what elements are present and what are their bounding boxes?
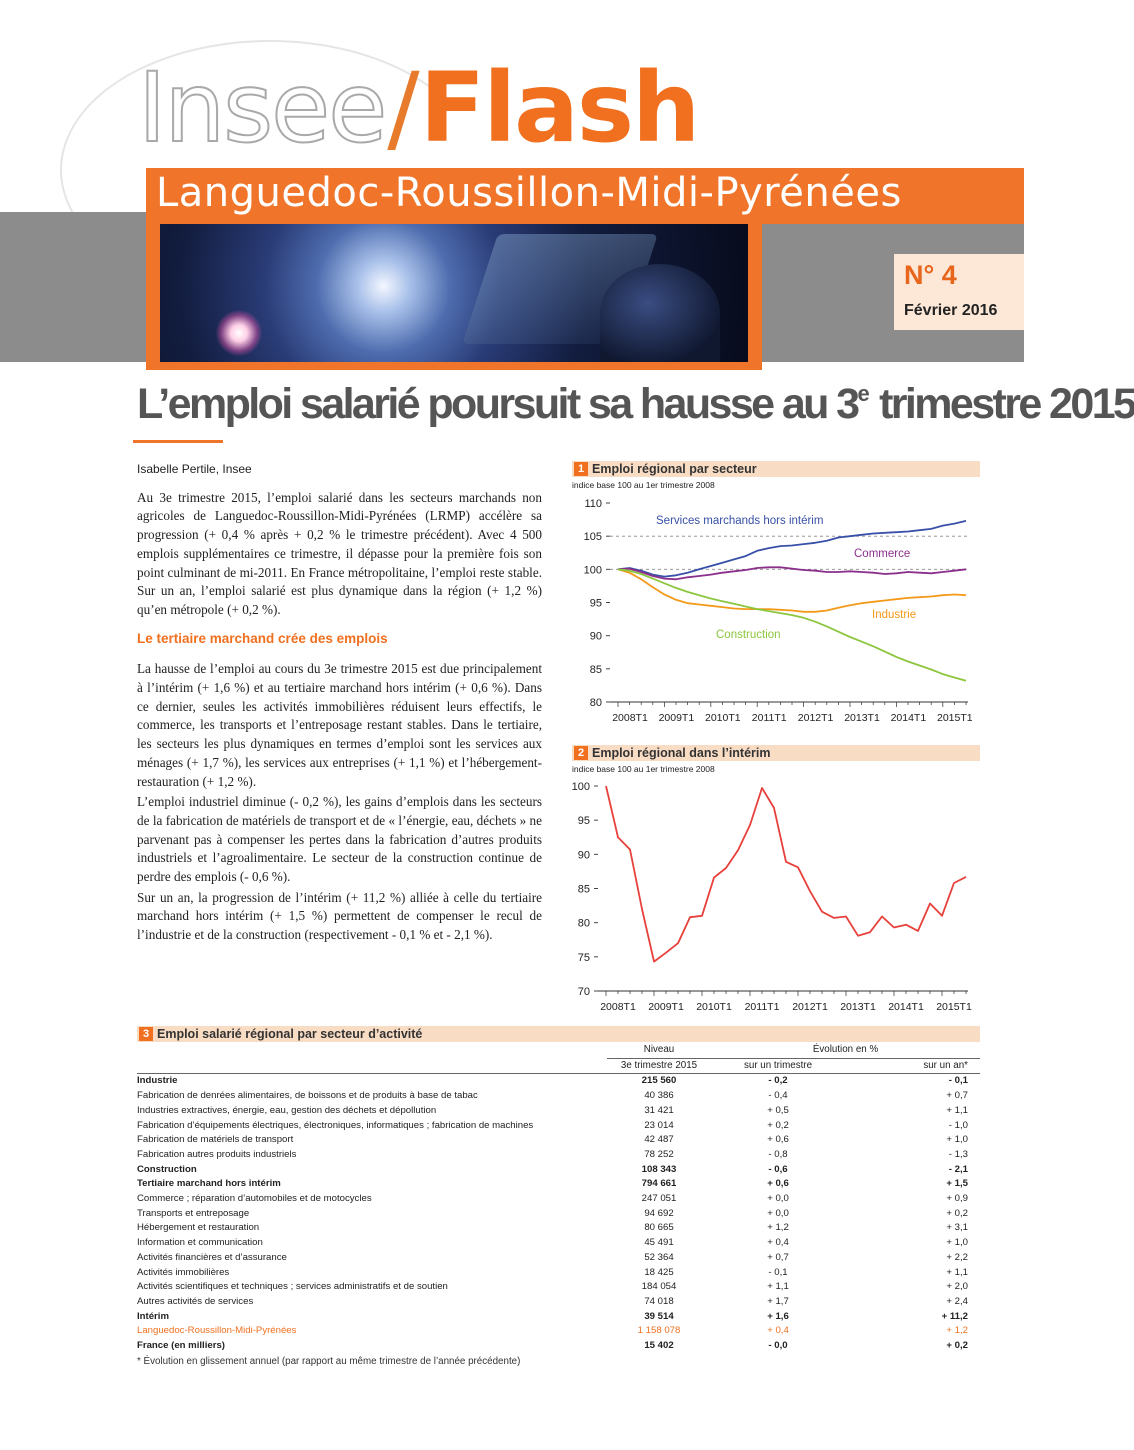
table-row bbox=[137, 1192, 980, 1207]
table-row bbox=[137, 1207, 980, 1222]
table-header-row-1 bbox=[137, 1043, 980, 1058]
row-trimestre: + 1,2 bbox=[767, 1222, 789, 1234]
row-label: France (en milliers) bbox=[137, 1340, 225, 1352]
issue-date: Février 2016 bbox=[904, 302, 998, 319]
paragraph-industrie: L’emploi industriel diminue (- 0,2 %), les gains d’emplois dans les secteurs de la fabrication de matériels de transport et de « l’énergie, eau, déchets » ne parvenant pas à compenser les pertes dans la fabrication d’autres produits industriels et l’agroalimentaire. Le secteur de la construction continue de perdre des emplois (- 0,6 %). bbox=[137, 794, 542, 885]
sector-table bbox=[137, 1043, 980, 1354]
x-tick-label: 2014T1 bbox=[888, 1001, 924, 1013]
figure2-number: 2 bbox=[574, 746, 588, 760]
row-trimestre: - 0,0 bbox=[768, 1340, 788, 1352]
row-label: Construction bbox=[137, 1163, 197, 1175]
table-footnote: * Évolution en glissement annuel (par rapport au même trimestre de l’année précédente) bbox=[137, 1356, 521, 1367]
row-trimestre: + 1,7 bbox=[767, 1295, 789, 1307]
y-tick-label: 70 bbox=[577, 986, 590, 998]
row-niveau: 74 018 bbox=[644, 1295, 674, 1307]
series-label: Commerce bbox=[854, 548, 911, 560]
table-row bbox=[137, 1266, 980, 1281]
row-niveau: 42 487 bbox=[644, 1134, 674, 1146]
row-trimestre: + 0,6 bbox=[767, 1178, 789, 1190]
row-niveau: 94 692 bbox=[644, 1207, 674, 1219]
row-trimestre: - 0,8 bbox=[768, 1148, 788, 1160]
table-row bbox=[137, 1148, 980, 1163]
paragraph-tertiaire: La hausse de l’emploi au cours du 3e trimestre 2015 est due principalement à l’intérim (+ 1,6 %) et au tertiaire marchand hors intérim (+ 0,6 %). Dans ce dernier, seules les activités immobilières réduisent leurs effectifs, le commerce, les transports et l’entreposage restant stables. Dans le tertiaire, les secteurs les plus dynamiques en termes d’emploi sont les services aux ménages (+ 1,7 %), les services aux entreprises (+ 1,1 %) et l’hébergement-restauration (+ 1,2 %). bbox=[137, 661, 542, 789]
header-niveau: Niveau bbox=[643, 1044, 675, 1055]
y-tick-label: 90 bbox=[577, 849, 590, 862]
row-trimestre: + 0,4 bbox=[767, 1325, 789, 1337]
title-superscript: e bbox=[857, 380, 870, 406]
row-trimestre: + 1,1 bbox=[767, 1281, 789, 1293]
x-tick-label: 2013T1 bbox=[840, 1001, 876, 1013]
row-label: Activités scientifiques et techniques ; services administratifs et de soutien bbox=[137, 1281, 448, 1293]
paragraph-intro: Au 3e trimestre 2015, l’emploi salarié dans les secteurs marchands non agricoles de Languedoc-Roussillon-Midi-Pyrénées (LRMP) accélère sa progression (+ 0,4 % après + 0,2 % le trimestre précédent). Avec 4 500 emplois supplémentaires ce trimestre, il dépasse pour la première fois son point culminant de mi-2011. En France métropolitaine, l’emploi reste stable. Sur un an, l’emploi salarié est plus dynamique dans la région (+ 1,2 %) qu’en métropole (+ 0,2 %). bbox=[137, 489, 542, 617]
brand-insee: Insee bbox=[138, 52, 386, 164]
row-niveau: 80 665 bbox=[644, 1222, 674, 1234]
row-an: + 2,0 bbox=[946, 1281, 968, 1293]
figure1-title: Emploi régional par secteur bbox=[592, 462, 757, 476]
table-row bbox=[137, 1163, 980, 1178]
table-row bbox=[137, 1119, 980, 1134]
issue-number: N° 4 bbox=[904, 260, 957, 290]
row-label: Tertiaire marchand hors intérim bbox=[137, 1178, 281, 1190]
y-tick-label: 75 bbox=[577, 951, 590, 964]
table-number: 3 bbox=[139, 1027, 153, 1041]
row-trimestre: + 1,6 bbox=[767, 1310, 789, 1322]
row-niveau: 39 514 bbox=[644, 1310, 674, 1322]
row-label: Commerce ; réparation d’automobiles et de motocycles bbox=[137, 1193, 372, 1205]
title-underline bbox=[133, 440, 223, 443]
x-tick-label: 2012T1 bbox=[797, 712, 834, 724]
table-row bbox=[137, 1236, 980, 1251]
row-niveau: 215 560 bbox=[607, 1074, 711, 1089]
table-row bbox=[137, 1221, 980, 1236]
masthead bbox=[0, 0, 1024, 375]
series-label: Services marchands hors intérim bbox=[656, 515, 824, 527]
table-row bbox=[137, 1177, 980, 1192]
row-label: Activités immobilières bbox=[137, 1266, 230, 1278]
row-trimestre: + 0,6 bbox=[767, 1134, 789, 1146]
table-row bbox=[137, 1251, 980, 1266]
row-label: Activités financières et d’assurance bbox=[137, 1251, 287, 1263]
y-tick-label: 85 bbox=[577, 883, 590, 896]
row-trimestre: - 0,2 bbox=[711, 1074, 845, 1089]
row-an: + 0,9 bbox=[946, 1193, 968, 1205]
row-trimestre: + 0,0 bbox=[767, 1207, 789, 1219]
row-niveau: 15 402 bbox=[644, 1340, 674, 1352]
row-an: + 11,2 bbox=[941, 1310, 968, 1322]
region-name: Languedoc-Roussillon-Midi-Pyrénées bbox=[156, 170, 902, 216]
chart-subtitle: indice base 100 au 1er trimestre 2008 bbox=[572, 764, 715, 774]
brand-logo bbox=[138, 52, 699, 164]
header-trimestre: sur un trimestre bbox=[711, 1058, 845, 1074]
x-tick-label: 2008T1 bbox=[612, 712, 648, 724]
x-tick-label: 2011T1 bbox=[751, 712, 787, 724]
row-trimestre: + 0,4 bbox=[767, 1237, 789, 1249]
row-an: + 0,2 bbox=[946, 1340, 968, 1352]
y-tick-label: 100 bbox=[583, 564, 602, 577]
row-niveau: 1 158 078 bbox=[637, 1325, 681, 1337]
x-tick-label: 2008T1 bbox=[600, 1001, 636, 1013]
paragraph-annual: Sur un an, la progression de l’intérim (+ 11,2 %) alliée à celle du tertiaire marchand hors intérim (+ 1,5 %) permettent de compenser le recul de l’industrie et de la construction (respectivement - 0,1 % et - 2,1 %). bbox=[137, 889, 542, 943]
row-an: + 1,1 bbox=[946, 1104, 968, 1116]
row-niveau: 184 054 bbox=[641, 1281, 677, 1293]
row-an: + 0,7 bbox=[946, 1090, 968, 1102]
y-tick-label: 110 bbox=[584, 498, 602, 510]
article-body bbox=[137, 460, 542, 947]
x-tick-label: 2009T1 bbox=[658, 712, 695, 724]
series-line bbox=[606, 786, 966, 962]
table-row bbox=[137, 1324, 980, 1339]
row-label: Industries extractives, énergie, eau, gestion des déchets et dépollution bbox=[137, 1104, 437, 1116]
row-label: Intérim bbox=[137, 1310, 169, 1322]
row-label: Transports et entreposage bbox=[137, 1207, 250, 1219]
row-trimestre: + 0,0 bbox=[767, 1193, 789, 1205]
header-niveau-sub: 3e trimestre 2015 bbox=[607, 1058, 711, 1074]
row-an: + 0,2 bbox=[946, 1207, 968, 1219]
table-row bbox=[137, 1074, 980, 1089]
y-tick-label: 95 bbox=[577, 815, 590, 828]
row-label: Fabrication autres produits industriels bbox=[137, 1148, 297, 1160]
row-label: Fabrication de denrées alimentaires, de boissons et de produits à base de tabac bbox=[137, 1090, 478, 1102]
page-title bbox=[137, 380, 1134, 429]
row-label: Fabrication d’équipements électriques, électroniques, informatiques ; fabrication de machines bbox=[137, 1119, 534, 1131]
chart-emploi-secteur bbox=[568, 478, 980, 730]
row-niveau: 52 364 bbox=[644, 1251, 674, 1263]
row-an: + 1,0 bbox=[946, 1134, 968, 1146]
y-tick-label: 90 bbox=[589, 630, 602, 643]
sector-table-grid bbox=[137, 1043, 980, 1354]
brand-slash-icon: / bbox=[387, 52, 418, 164]
y-tick-label: 100 bbox=[571, 781, 590, 793]
x-tick-label: 2014T1 bbox=[890, 712, 927, 724]
row-trimestre: - 0,6 bbox=[768, 1163, 788, 1175]
row-an: + 1,1 bbox=[946, 1266, 968, 1278]
welding-photo bbox=[160, 224, 748, 362]
figure1-number: 1 bbox=[574, 462, 588, 476]
row-an: - 0,1 bbox=[845, 1074, 980, 1089]
table-row bbox=[137, 1280, 980, 1295]
row-niveau: 40 386 bbox=[644, 1090, 674, 1102]
row-an: + 2,2 bbox=[946, 1251, 968, 1263]
table-row bbox=[137, 1310, 980, 1325]
row-an: + 3,1 bbox=[946, 1222, 968, 1234]
table-row bbox=[137, 1089, 980, 1104]
row-niveau: 78 252 bbox=[644, 1148, 674, 1160]
figure2-title: Emploi régional dans l’intérim bbox=[592, 746, 771, 760]
series-label: Construction bbox=[716, 629, 781, 641]
row-niveau: 108 343 bbox=[641, 1163, 677, 1175]
row-an: - 1,3 bbox=[948, 1148, 968, 1160]
brand-flash: Flash bbox=[419, 52, 699, 164]
x-tick-label: 2015T1 bbox=[936, 712, 973, 724]
table-row bbox=[137, 1104, 980, 1119]
row-an: + 1,2 bbox=[946, 1325, 968, 1337]
title-text-end: trimestre 2015 bbox=[869, 380, 1134, 428]
table-title-bar bbox=[137, 1026, 980, 1042]
x-tick-label: 2009T1 bbox=[648, 1001, 684, 1013]
row-label: Industrie bbox=[137, 1074, 607, 1089]
row-label: Information et communication bbox=[137, 1237, 263, 1249]
table-header-row-2 bbox=[137, 1058, 980, 1074]
y-tick-label: 105 bbox=[583, 531, 602, 544]
row-niveau: 247 051 bbox=[641, 1193, 677, 1205]
chart-emploi-interim bbox=[568, 762, 980, 1018]
row-trimestre: - 0,1 bbox=[768, 1266, 788, 1278]
x-tick-label: 2010T1 bbox=[704, 712, 741, 724]
author: Isabelle Pertile, Insee bbox=[137, 462, 252, 476]
y-tick-label: 80 bbox=[589, 697, 602, 709]
row-niveau: 23 014 bbox=[644, 1119, 674, 1131]
y-tick-label: 80 bbox=[577, 917, 590, 930]
series-line bbox=[618, 569, 966, 681]
table-row bbox=[137, 1295, 980, 1310]
row-niveau: 794 661 bbox=[641, 1178, 677, 1190]
row-an: - 1,0 bbox=[948, 1119, 968, 1131]
figure2-title-bar bbox=[572, 745, 980, 761]
spark-glow bbox=[216, 310, 262, 356]
row-label: Languedoc-Roussillon-Midi-Pyrénées bbox=[137, 1325, 297, 1337]
x-tick-label: 2012T1 bbox=[792, 1001, 828, 1013]
y-tick-label: 95 bbox=[589, 597, 602, 610]
row-niveau: 31 421 bbox=[644, 1104, 674, 1116]
y-tick-label: 85 bbox=[589, 663, 602, 676]
row-an: + 2,4 bbox=[946, 1295, 968, 1307]
row-niveau: 18 425 bbox=[644, 1266, 674, 1278]
chart-subtitle: indice base 100 au 1er trimestre 2008 bbox=[572, 480, 715, 490]
header-an: sur un an* bbox=[845, 1058, 980, 1074]
title-text-start: L’emploi salarié poursuit sa hausse au 3 bbox=[137, 380, 858, 428]
x-tick-label: 2015T1 bbox=[936, 1001, 972, 1013]
row-label: Hébergement et restauration bbox=[137, 1222, 260, 1234]
table-title: Emploi salarié régional par secteur d’activité bbox=[157, 1027, 423, 1041]
table-row bbox=[137, 1339, 980, 1354]
series-label: Industrie bbox=[872, 609, 917, 621]
row-trimestre: - 0,4 bbox=[768, 1090, 788, 1102]
x-tick-label: 2010T1 bbox=[696, 1001, 732, 1013]
row-trimestre: + 0,5 bbox=[767, 1104, 789, 1116]
row-an: + 1,0 bbox=[946, 1237, 968, 1249]
row-niveau: 45 491 bbox=[644, 1237, 674, 1249]
header-evolution: Évolution en % bbox=[812, 1044, 879, 1055]
row-trimestre: + 0,7 bbox=[767, 1251, 789, 1263]
section-heading: Le tertiaire marchand crée des emplois bbox=[137, 630, 388, 646]
row-label: Autres activités de services bbox=[137, 1295, 254, 1307]
x-tick-label: 2011T1 bbox=[744, 1001, 780, 1013]
figure1-title-bar bbox=[572, 461, 980, 477]
row-label: Fabrication de matériels de transport bbox=[137, 1134, 294, 1146]
row-an: - 2,1 bbox=[948, 1163, 968, 1175]
row-trimestre: + 0,2 bbox=[767, 1119, 789, 1131]
x-tick-label: 2013T1 bbox=[844, 712, 880, 724]
welder-silhouette bbox=[600, 264, 720, 362]
row-an: + 1,5 bbox=[946, 1178, 968, 1190]
table-row bbox=[137, 1133, 980, 1148]
